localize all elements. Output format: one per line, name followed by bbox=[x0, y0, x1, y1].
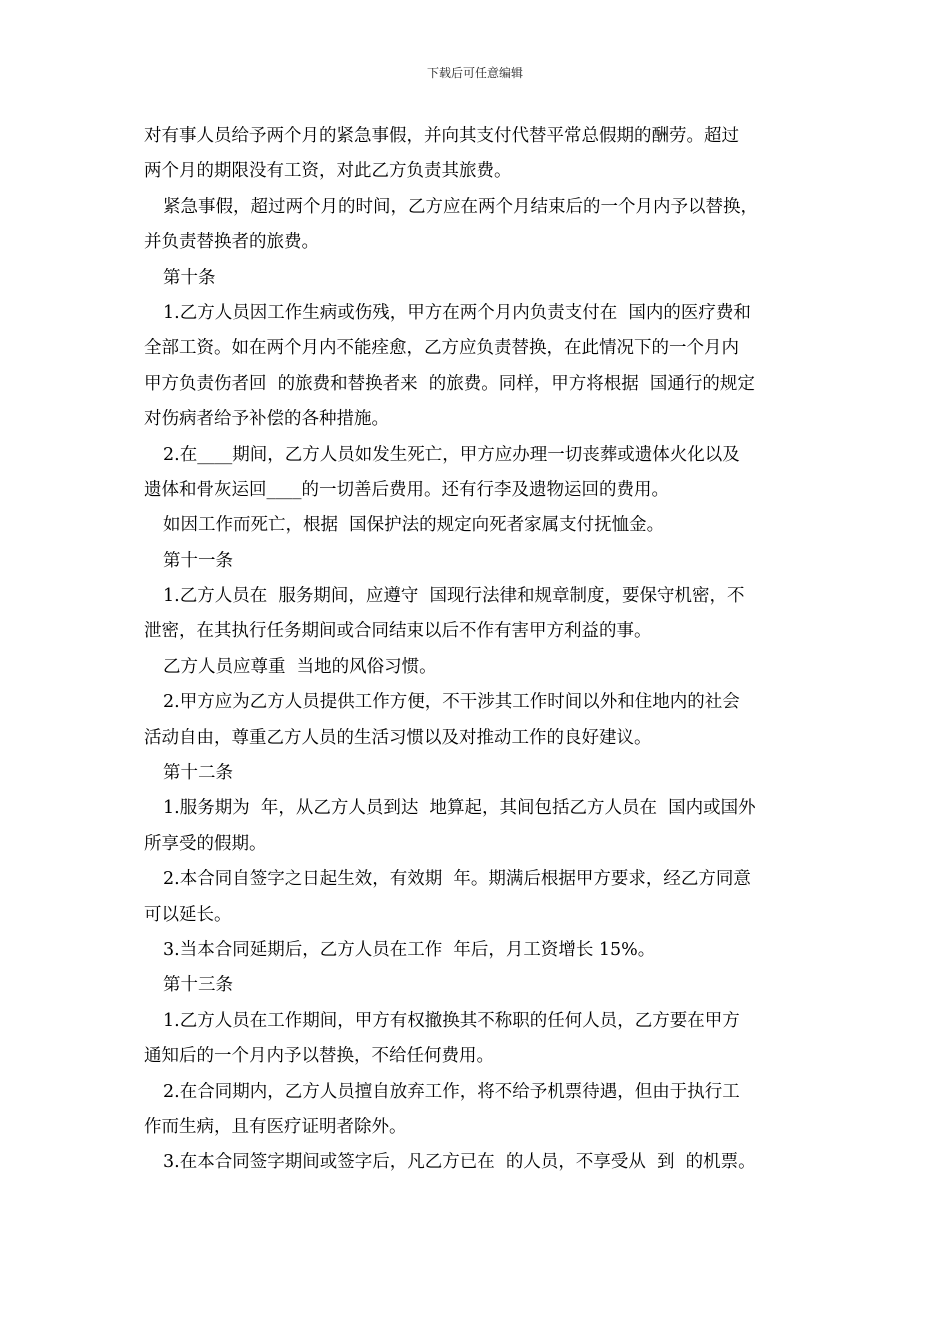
section-heading: 第十条 bbox=[163, 267, 216, 288]
text-line: 2.甲方应为乙方人员提供工作方便，不干涉其工作时间以外和住地内的社会 bbox=[163, 692, 740, 713]
text-line: 乙方人员应尊重 当地的风俗习惯。 bbox=[163, 656, 437, 677]
text-line: 作而生病，且有医疗证明者除外。 bbox=[144, 1116, 407, 1137]
text-line: 1.乙方人员在 服务期间，应遵守 国现行法律和规章制度，要保守机密，不 bbox=[163, 586, 745, 607]
text-line: 1.乙方人员因工作生病或伤残，甲方在两个月内负责支付在 国内的医疗费和 bbox=[163, 302, 751, 323]
section-heading: 第十一条 bbox=[163, 550, 233, 571]
text-line: 甲方负责伤者回 的旅费和替换者来 的旅费。同样，甲方将根据 国通行的规定 bbox=[144, 373, 755, 394]
text-line: 3.当本合同延期后，乙方人员在工作 年后，月工资增长 15%。 bbox=[163, 939, 656, 960]
text-line: 2.本合同自签字之日起生效，有效期 年。期满后根据甲方要求，经乙方同意 bbox=[163, 869, 751, 890]
text-line: 3.在本合同签字期间或签字后，凡乙方已在 的人员，不享受从 到 的机票。 bbox=[163, 1152, 756, 1173]
text-line: 通知后的一个月内予以替换，不给任何费用。 bbox=[144, 1046, 494, 1067]
text-line: 并负责替换者的旅费。 bbox=[144, 232, 319, 253]
section-heading: 第十二条 bbox=[163, 763, 233, 784]
page-header: 下载后可任意编辑 bbox=[426, 66, 523, 80]
text-line: 遗体和骨灰运回____的一切善后费用。还有行李及遗物运回的费用。 bbox=[144, 479, 669, 500]
text-line: 1.乙方人员在工作期间，甲方有权撤换其不称职的任何人员，乙方要在甲方 bbox=[163, 1010, 740, 1031]
text-line: 所享受的假期。 bbox=[144, 833, 267, 854]
text-line: 活动自由，尊重乙方人员的生活习惯以及对推动工作的良好建议。 bbox=[144, 727, 652, 748]
text-line: 2.在____期间，乙方人员如发生死亡，甲方应办理一切丧葬或遗体火化以及 bbox=[163, 444, 740, 465]
text-line: 泄密，在其执行任务期间或合同结束以后不作有害甲方利益的事。 bbox=[144, 621, 652, 642]
section-heading: 第十三条 bbox=[163, 975, 233, 996]
text-line: 可以延长。 bbox=[144, 904, 232, 925]
text-line: 两个月的期限没有工资，对此乙方负责其旅费。 bbox=[144, 161, 512, 182]
text-line: 对有事人员给予两个月的紧急事假，并向其支付代替平常总假期的酬劳。超过 bbox=[144, 126, 739, 146]
text-line: 1.服务期为 年，从乙方人员到达 地算起，其间包括乙方人员在 国内或国外 bbox=[163, 798, 756, 819]
text-line: 全部工资。如在两个月内不能痊愈，乙方应负责替换，在此情况下的一个月内 bbox=[144, 338, 739, 359]
document-body bbox=[144, 119, 819, 1181]
text-line: 紧急事假，超过两个月的时间，乙方应在两个月结束后的一个月内予以替换， bbox=[163, 196, 758, 217]
text-line: 2.在合同期内，乙方人员擅自放弃工作，将不给予机票待遇，但由于执行工 bbox=[163, 1081, 740, 1102]
text-line: 对伤病者给予补偿的各种措施。 bbox=[144, 409, 389, 430]
text-line: 如因工作而死亡，根据 国保护法的规定向死者家属支付抚恤金。 bbox=[163, 515, 665, 536]
